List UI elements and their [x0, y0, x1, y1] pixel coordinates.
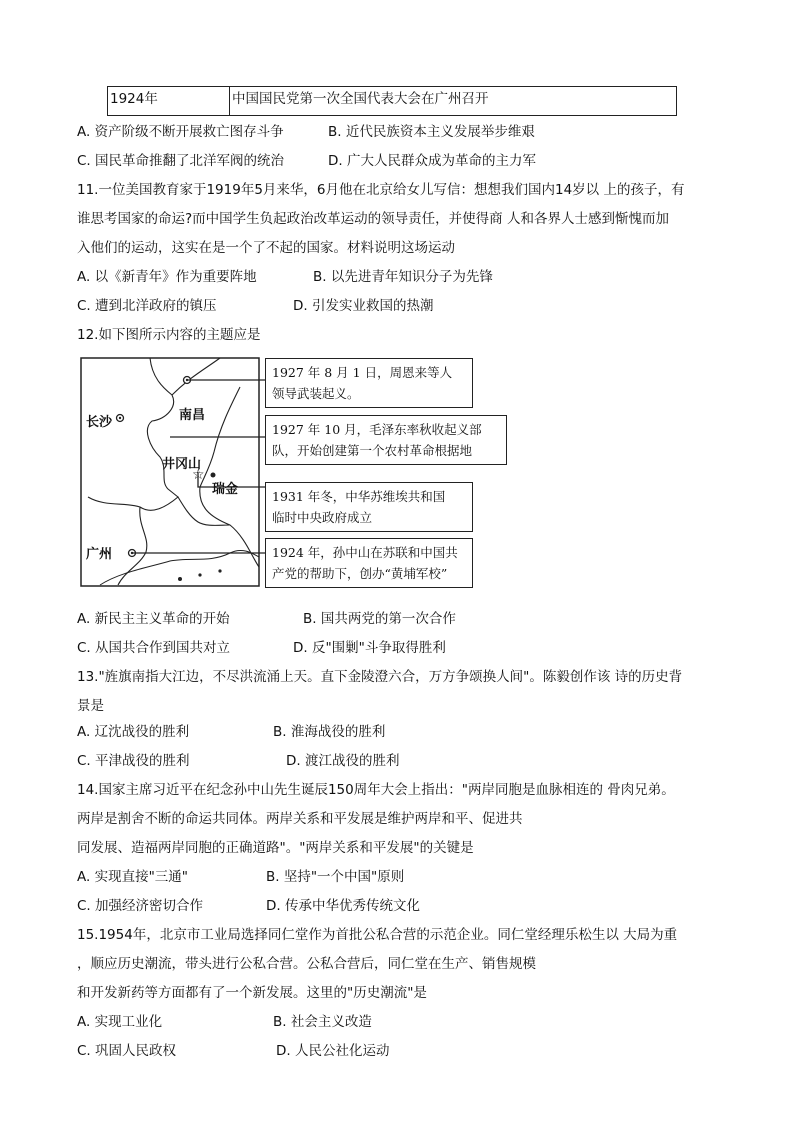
q11-stem-line3: 入他们的运动，这实在是一个了不起的国家。材料说明这场运动 [77, 240, 455, 256]
q15-option-a: A. 实现工业化 [77, 1014, 163, 1030]
table-cell-event: 中国国民党第一次全国代表大会在广州召开 [230, 87, 677, 116]
q12-option-d: D. 反"围剿"斗争取得胜利 [293, 640, 446, 656]
table-cell-year: 1924年 [108, 87, 230, 116]
callout-line: 队，开始创建第一个农村革命根据地 [272, 443, 473, 458]
callout-soviet-republic [265, 482, 473, 532]
q13-option-a: A. 辽沈战役的胜利 [77, 724, 190, 740]
q13-option-d: D. 渡江战役的胜利 [286, 753, 400, 769]
q11-stem-line1: 11.一位美国教育家于1919年5月来华，6月他在北京给女儿写信：想想我们国内14岁以 上的孩子，有 [77, 182, 685, 198]
callout-line: 1924 年，孙中山在苏联和中国共 [272, 545, 458, 560]
q12-option-b: B. 国共两党的第一次合作 [303, 611, 456, 627]
map-label-ruijin: 瑞金 [212, 482, 239, 497]
q11-option-a: A. 以《新青年》作为重要阵地 [77, 269, 257, 285]
q14-option-a: A. 实现直接"三通" [77, 869, 188, 885]
q15-option-b: B. 社会主义改造 [273, 1014, 372, 1030]
callout-line: 领导武装起义。 [272, 386, 360, 401]
q12-option-c: C. 从国共合作到国共对立 [77, 640, 231, 656]
q14-option-d: D. 传承中华优秀传统文化 [266, 898, 420, 914]
q14-stem-line2: 两岸是割舍不断的命运共同体。两岸关系和平发展是维护两岸和平、促进共 [77, 811, 523, 827]
q14-option-c: C. 加强经济密切合作 [77, 898, 204, 914]
callout-line: 1927 年 8 月 1 日，周恩来等人 [272, 365, 453, 380]
q12-stem: 12.如下图所示内容的主题应是 [77, 327, 261, 343]
callout-autumn-harvest [265, 415, 507, 465]
callout-line: 1927 年 10 月，毛泽东率秋收起义部 [272, 422, 482, 437]
q15-stem-line1: 15.1954年，北京市工业局选择同仁堂作为首批公私合营的示范企业。同仁堂经理乐松生以 大局为重 [77, 927, 678, 943]
event-table [107, 86, 677, 116]
q13-stem-line1: 13."旌旗南指大江边，不尽洪流涌上天。直下金陵澄六合，万方争颂换人间"。陈毅创作该 诗的历史背 [77, 669, 683, 685]
q14-stem-line1: 14.国家主席习近平在纪念孙中山先生诞辰150周年大会上指出："两岸同胞是血脉相连的 骨肉兄弟。 [77, 782, 675, 798]
q12-option-a: A. 新民主主义革命的开始 [77, 611, 230, 627]
q15-stem-line3: 和开发新药等方面都有了一个新发展。这里的"历史潮流"是 [77, 985, 427, 1001]
q11-stem-line2: 谁思考国家的命运?而中国学生负起政治改革运动的领导责任，并使得商 人和各界人士感到惭愧而加 [77, 211, 669, 227]
callout-whampoa [265, 538, 473, 588]
table-row [108, 87, 677, 116]
q14-stem-line3: 同发展、造福两岸同胞的正确道路"。"两岸关系和平发展"的关键是 [77, 840, 474, 856]
callout-nanchang-uprising [265, 358, 473, 408]
q15-stem-line2: ，顺应历史潮流，带头进行公私合营。公私合营后，同仁堂在生产、销售规模 [77, 956, 536, 972]
revolution-map-figure [80, 357, 482, 597]
q10-option-c: C. 国民革命推翻了北洋军阀的统治 [77, 153, 285, 169]
q13-option-c: C. 平津战役的胜利 [77, 753, 190, 769]
q11-option-b: B. 以先进青年知识分子为先锋 [313, 269, 493, 285]
q13-stem-line2: 景是 [77, 698, 104, 714]
q10-option-d: D. 广大人民群众成为革命的主力军 [328, 153, 536, 169]
map-label-nanchang: 南昌 [179, 408, 206, 423]
q15-option-c: C. 巩固人民政权 [77, 1043, 177, 1059]
q11-option-d: D. 引发实业救国的热潮 [293, 298, 434, 314]
callout-line: 1931 年冬，中华苏维埃共和国 [272, 489, 446, 504]
q10-option-b: B. 近代民族资本主义发展举步维艰 [328, 124, 535, 140]
q14-option-b: B. 坚持"一个中国"原则 [266, 869, 405, 885]
svg-text:☆: ☆ [192, 467, 205, 483]
q15-option-d: D. 人民公社化运动 [276, 1043, 390, 1059]
q10-option-a: A. 资产阶级不断开展救亡图存斗争 [77, 124, 284, 140]
q11-option-c: C. 遭到北洋政府的镇压 [77, 298, 217, 314]
map-label-jinggangshan: 井冈山 [162, 457, 202, 472]
callout-line: 产党的帮助下，创办“黄埔军校” [272, 566, 448, 581]
map-label-changsha: 长沙 [86, 415, 113, 430]
map-label-guangzhou: 广州 [86, 547, 113, 562]
q13-option-b: B. 淮海战役的胜利 [273, 724, 386, 740]
callout-line: 临时中央政府成立 [272, 510, 373, 525]
